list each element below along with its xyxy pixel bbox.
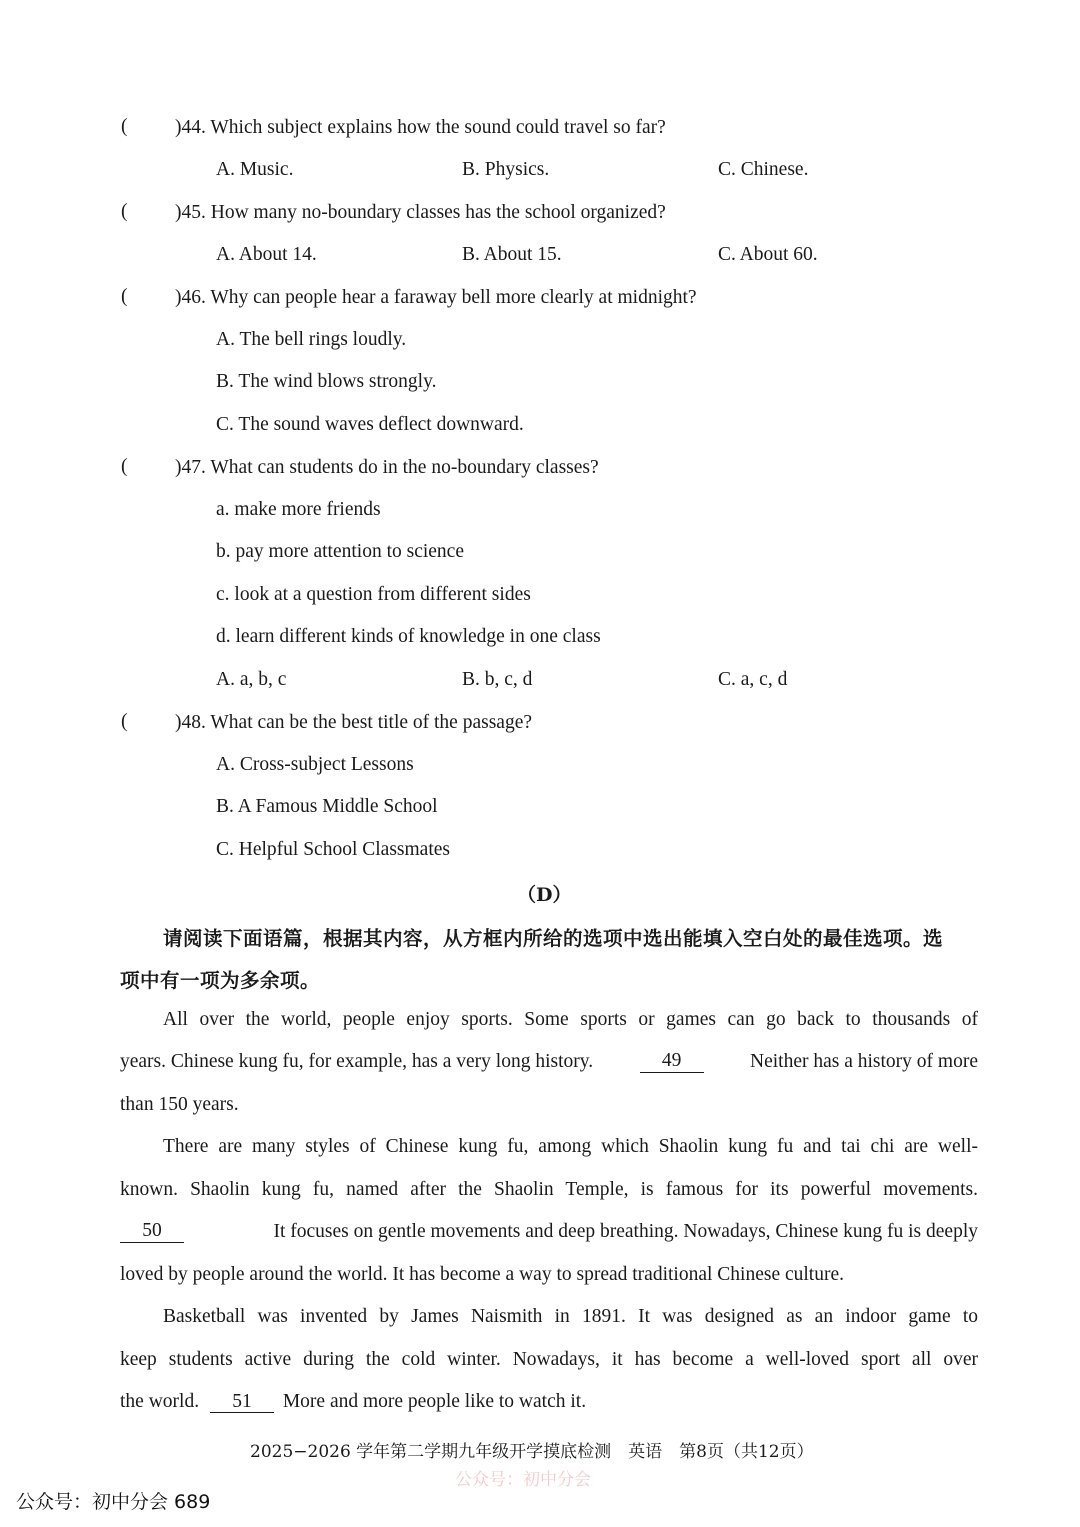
passage-line: than 150 years. (120, 1094, 239, 1115)
instruction-line: 项中有一项为多余项。 (120, 969, 321, 992)
answer-bracket[interactable]: ( (121, 201, 128, 222)
option-b[interactable]: B. The wind blows strongly. (216, 371, 437, 392)
passage-line: All over the world, people enjoy sports. Some sports or games can go back to thousands of (163, 1009, 978, 1030)
passage-text: the world. (120, 1391, 200, 1412)
list-item: b. pay more attention to science (216, 541, 464, 562)
passage-line: There are many styles of Chinese kung fu, among which Shaolin kung fu and tai chi are well- (163, 1136, 978, 1157)
option-b[interactable]: B. b, c, d (462, 669, 533, 690)
question-stem: )46. Why can people hear a faraway bell more clearly at midnight? (175, 287, 697, 308)
list-item: c. look at a question from different sides (216, 584, 531, 605)
answer-bracket[interactable]: ( (121, 286, 128, 307)
instruction-line: 请阅读下面语篇，根据其内容，从方框内所给的选项中选出能填入空白处的最佳选项。选 (163, 927, 944, 950)
option-c[interactable]: C. Helpful School Classmates (216, 839, 450, 860)
question-stem: )44. Which subject explains how the sound could travel so far? (175, 117, 666, 138)
passage-text: It focuses on gentle movements and deep breathing. Nowadays, Chinese kung fu is deeply (273, 1221, 978, 1242)
option-c[interactable]: C. About 60. (718, 244, 818, 265)
option-c[interactable]: C. Chinese. (718, 159, 809, 180)
answer-bracket[interactable]: ( (121, 116, 128, 137)
passage-text: years. Chinese kung fu, for example, has a very long history. (120, 1051, 594, 1072)
question-stem: )45. How many no-boundary classes has the school organized? (175, 202, 666, 223)
blank-51[interactable]: 51 (210, 1392, 274, 1413)
option-a[interactable]: A. Cross-subject Lessons (216, 754, 414, 775)
passage-text: Neither has a history of more (750, 1051, 978, 1072)
watermark-text: 公众号：初中分会 (455, 1470, 591, 1490)
corner-label: 公众号：初中分会 689 (16, 1491, 211, 1513)
passage-line (120, 1221, 978, 1243)
option-b[interactable]: B. About 15. (462, 244, 562, 265)
option-a[interactable]: A. About 14. (216, 244, 317, 265)
blank-49[interactable]: 49 (640, 1051, 704, 1073)
option-b[interactable]: B. Physics. (462, 159, 550, 180)
section-title: （D） (517, 884, 572, 906)
passage-text: More and more people like to watch it. (282, 1391, 587, 1412)
passage-line (120, 1051, 978, 1073)
option-a[interactable]: A. a, b, c (216, 669, 287, 690)
question-stem: )47. What can students do in the no-boundary classes? (175, 457, 599, 478)
passage-line: Basketball was invented by James Naismith in 1891. It was designed as an indoor game to (163, 1306, 978, 1327)
option-c[interactable]: C. The sound waves deflect downward. (216, 414, 524, 435)
list-item: d. learn different kinds of knowledge in one class (216, 626, 601, 647)
list-item: a. make more friends (216, 499, 381, 520)
passage-line: loved by people around the world. It has become a way to spread traditional Chinese culture. (120, 1264, 844, 1285)
passage-line (120, 1391, 586, 1413)
blank-50[interactable]: 50 (120, 1221, 184, 1243)
page-footer: 2025−2026 学年第二学期九年级开学摸底检测 英语 第8页（共12页） (250, 1442, 814, 1462)
question-stem: )48. What can be the best title of the passage? (175, 712, 533, 733)
option-b[interactable]: B. A Famous Middle School (216, 796, 438, 817)
option-a[interactable]: A. The bell rings loudly. (216, 329, 407, 350)
answer-bracket[interactable]: ( (121, 711, 128, 732)
answer-bracket[interactable]: ( (121, 456, 128, 477)
passage-line: known. Shaolin kung fu, named after the Shaolin Temple, is famous for its powerful movements. (120, 1179, 978, 1200)
option-a[interactable]: A. Music. (216, 159, 294, 180)
passage-line: keep students active during the cold winter. Nowadays, it has become a well-loved sport all over (120, 1349, 978, 1370)
option-c[interactable]: C. a, c, d (718, 669, 788, 690)
